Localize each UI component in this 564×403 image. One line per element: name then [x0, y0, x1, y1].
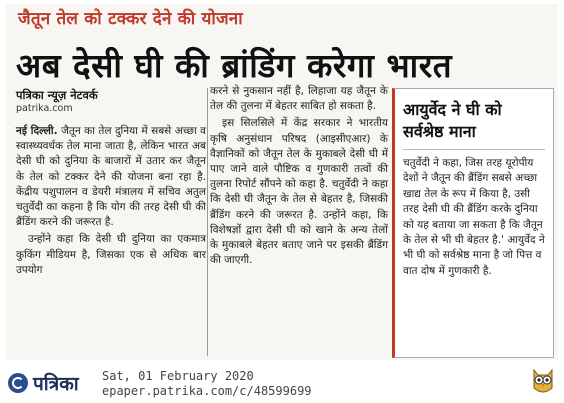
byline: [16, 88, 206, 114]
edition-url[interactable]: epaper.patrika.com/c/48599699: [102, 384, 312, 398]
column-divider: [207, 88, 208, 356]
paragraph: इस सिलसिले में केंद्र सरकार ने भारतीय कृषि अनुसंधान परिषद (आइसीएआर) के वैज्ञानिकों को जैतून तेल के मुकाबले देसी घी में पाए जाने वाले पौष्टिक व गुणकारी तत्वों की तुलना रिपोर्ट सौंपने को कहा है. चतुर्वेदी ने कहा कि देसी घी जैतून के तेल से बेहतर है, जिसकी ब्रैंडिंग करने की जरूरत है. उन्होंने कहा, कि विशेषज्ञों द्वारा देसी घी को खाने के अन्य तेलों के मुकाबले बेहतर बताए जाने पर इसकी ब्रैंडिंग की जाएगी.: [210, 117, 388, 267]
paragraph: [16, 124, 206, 230]
owl-icon: [528, 366, 558, 396]
article-column-1: [16, 124, 206, 280]
article-headline: अब देसी घी की ब्रांडिंग करेगा भारत: [16, 46, 452, 85]
byline-site: patrika.com: [16, 103, 73, 114]
article-column-2: [210, 84, 388, 270]
patrika-logo-icon: [8, 373, 28, 393]
sidebar-box: [392, 88, 554, 358]
edition-stamp: [102, 369, 312, 399]
newspaper-clipping: [6, 4, 558, 360]
paragraph: करने से नुकसान नहीं है, लिहाजा यह जैतून के तेल की तुलना में बेहतर साबित हो सकता है.: [210, 85, 388, 113]
sidebar-body: चतुर्वेदी ने कहा, जिस तरह यूरोपीय देशों ने जैतून की ब्रैंडिंग सबसे अच्छा खाद्य तेल के रूप में किया है, उसी तरह देसी घी की ब्रैंडिंग करके दुनिया को यह बताया जा सकता है कि जैतून के तेल से भी घी बेहतर है.' आयुर्वेद ने भी घी को सर्वश्रेष्ठ माना है जो पित्त व वात दोष में गुणकारी है.: [403, 157, 545, 277]
article-kicker: जैतून तेल को टक्कर देने की योजना: [18, 9, 243, 29]
epaper-footer: [0, 364, 564, 403]
sidebar-heading: आयुर्वेद ने घी को सर्वश्रेष्ठ माना: [403, 99, 545, 150]
byline-bureau: पत्रिका न्यूज़ नेटवर्क: [16, 88, 98, 102]
patrika-logo[interactable]: [8, 370, 79, 396]
paragraph-text: जैतून का तेल दुनिया में सबसे अच्छा व स्वास्थ्यवर्धक तेल माना जाता है, लेकिन भारत अब देसी घी को दुनिया के बाजारों में उतार कर जैतून के तेल को टक्कर देने की योजना बना रहा है. केंद्रीय पशुपालन व डेयरी मंत्रालय में सचिव अतुल चतुर्वेदी का कहना है कि योग की तरह देसी घी की ब्रैंडिंग करने की जरूरत है.: [16, 125, 207, 229]
dateline: नई दिल्ली.: [16, 125, 58, 137]
brand-name: पत्रिका: [33, 373, 79, 395]
paragraph: उन्होंने कहा कि देसी घी दुनिया का एकमात्र कुकिंग मीडियम है, जिसका एक से अधिक बार उपयोग: [16, 233, 206, 276]
edition-date: Sat, 01 February 2020: [102, 369, 254, 383]
